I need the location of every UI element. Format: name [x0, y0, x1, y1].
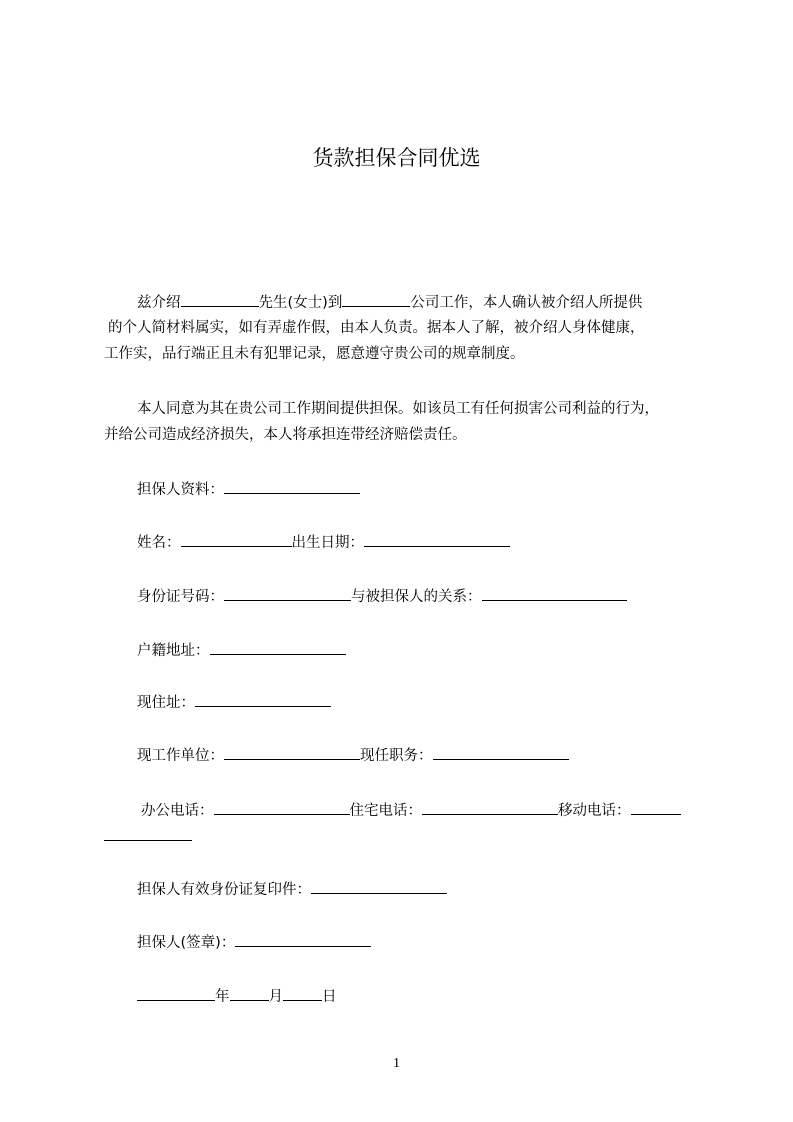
id-copy-label: 担保人有效身份证复印件：	[137, 882, 311, 898]
guarantor-info-label: 担保人资料：	[137, 482, 224, 498]
name-label: 姓名：	[137, 535, 181, 551]
mobile-phone-label: 移动电话：	[558, 803, 631, 819]
mobile-phone-blank[interactable]	[631, 800, 681, 815]
id-copy-blank[interactable]	[311, 879, 447, 894]
relation-label: 与被担保人的关系：	[351, 589, 482, 605]
month-blank[interactable]	[230, 986, 269, 1001]
home-phone-label: 住宅电话：	[349, 803, 422, 819]
intro-paragraph-1-line-1	[137, 292, 642, 313]
year-label: 年	[215, 989, 230, 1005]
day-blank[interactable]	[283, 986, 322, 1001]
mobile-phone-row-continued	[104, 826, 192, 847]
work-unit-blank[interactable]	[224, 745, 360, 760]
id-copy-row	[137, 879, 447, 900]
id-number-label: 身份证号码：	[137, 589, 224, 605]
intro-text-a: 兹介绍	[137, 295, 181, 311]
work-row	[137, 745, 569, 766]
guarantor-info-blank[interactable]	[224, 479, 360, 494]
name-birth-row	[137, 532, 510, 553]
intro-paragraph-1-line-3: 工作实，品行端正且未有犯罪记录，愿意遵守贵公司的规章制度。	[104, 346, 525, 362]
hukou-address-blank[interactable]	[210, 640, 346, 655]
introducee-name-blank[interactable]	[181, 292, 259, 307]
current-address-label: 现住址：	[137, 695, 195, 711]
name-blank[interactable]	[181, 532, 292, 547]
current-address-blank[interactable]	[195, 692, 331, 707]
work-unit-label: 现工作单位：	[137, 748, 224, 764]
id-relation-row	[137, 586, 627, 607]
office-phone-label: 办公电话：	[141, 803, 214, 819]
birth-date-label: 出生日期：	[291, 535, 364, 551]
office-phone-blank[interactable]	[214, 800, 350, 815]
intro-paragraph-1-line-2: 的个人简材料属实，如有弄虚作假，由本人负责。据本人了解，被介绍人身体健康，	[108, 320, 645, 336]
current-address-row	[137, 692, 331, 713]
page-title: 货款担保合同优选	[312, 146, 481, 170]
date-row	[137, 986, 337, 1007]
id-number-blank[interactable]	[224, 586, 351, 601]
intro-text-c: 公司工作，本人确认被介绍人所提供	[410, 295, 643, 311]
position-blank[interactable]	[433, 745, 569, 760]
hukou-address-row	[137, 640, 346, 661]
signature-row	[137, 932, 371, 953]
hukou-address-label: 户籍地址：	[137, 643, 210, 659]
mobile-phone-blank-continued[interactable]	[104, 826, 192, 841]
home-phone-blank[interactable]	[422, 800, 558, 815]
month-label: 月	[268, 989, 283, 1005]
day-label: 日	[322, 989, 337, 1005]
page-number: 1	[393, 1056, 400, 1071]
intro-paragraph-2-line-2: 并给公司造成经济损失，本人将承担连带经济赔偿责任。	[104, 427, 467, 443]
birth-date-blank[interactable]	[364, 532, 510, 547]
year-blank[interactable]	[137, 986, 215, 1001]
phone-row	[141, 800, 681, 821]
position-label: 现任职务：	[360, 748, 433, 764]
intro-paragraph-2-line-1: 本人同意为其在贵公司工作期间提供担保。如该员工有任何损害公司利益的行为，	[137, 401, 659, 417]
signature-blank[interactable]	[235, 932, 371, 947]
guarantor-info-row	[137, 479, 360, 500]
relation-blank[interactable]	[482, 586, 627, 601]
company-name-blank[interactable]	[342, 292, 410, 307]
intro-text-b: 先生(女士)到	[258, 295, 343, 311]
signature-label: 担保人(签章)：	[137, 935, 236, 951]
